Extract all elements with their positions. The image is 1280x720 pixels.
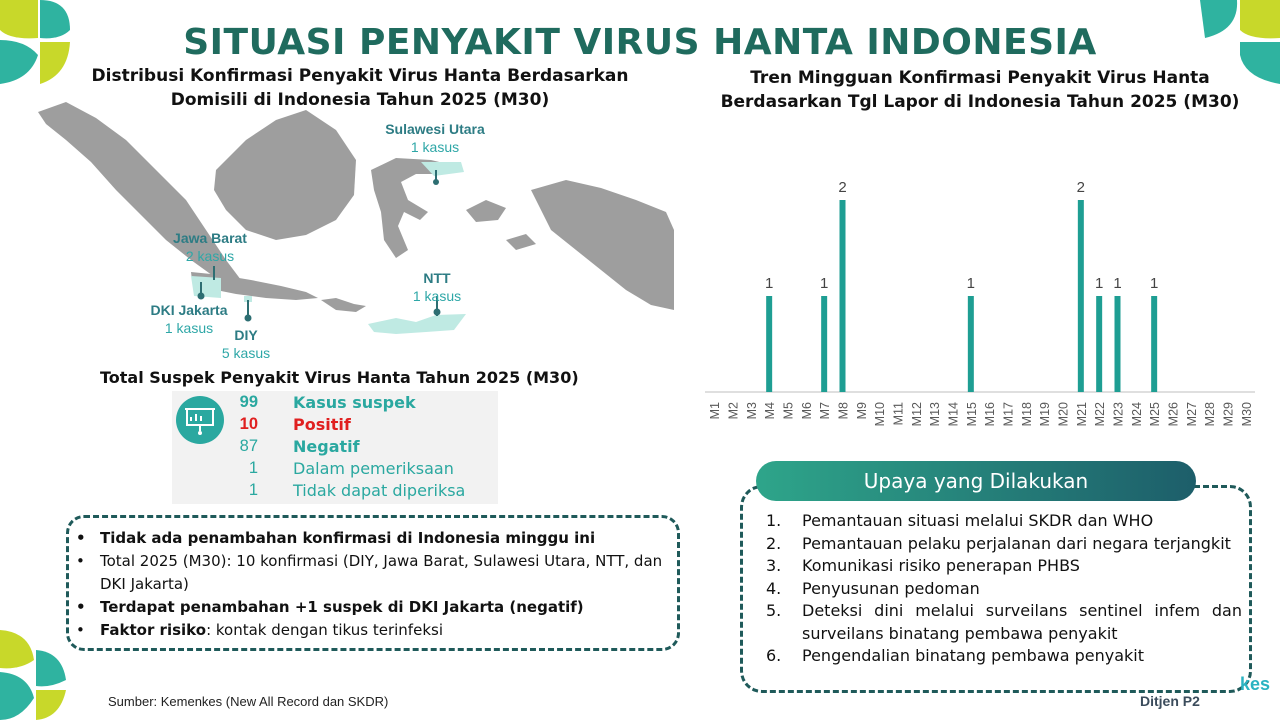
x-tick-label: M22 (1093, 402, 1108, 427)
x-tick-label: M17 (1001, 402, 1016, 427)
key-point-rest: : kontak dengan tikus terinfeksi (206, 621, 443, 639)
upaya-num: 4. (766, 578, 782, 598)
upaya-num: 1. (766, 511, 782, 530)
island-bali-ntb (321, 298, 366, 312)
chart-bar (1078, 200, 1084, 392)
label-sulawesi-utara (375, 120, 495, 156)
suspect-row (172, 393, 498, 415)
suspect-value: 99 (239, 393, 258, 411)
chart-title: Tren Mingguan Konfirmasi Penyakit Virus Hanta Berdasarkan Tgl Lapor di Indonesia Tahun 2025 (M30) (720, 68, 1240, 112)
x-tick-label: M10 (873, 402, 888, 427)
suspect-row (172, 415, 498, 437)
suspect-row (172, 437, 498, 459)
x-tick-label: M18 (1019, 402, 1034, 427)
x-tick-label: M13 (928, 402, 943, 427)
suspect-row (172, 481, 498, 503)
weekly-trend-chart (700, 160, 1260, 440)
label-diy (206, 326, 286, 362)
x-tick-label: M25 (1148, 402, 1163, 427)
x-tick-label: M9 (854, 402, 869, 420)
region-jawa-barat (191, 276, 221, 298)
map-title-line2: Domisili di Indonesia Tahun 2025 (M30) (170, 90, 550, 110)
label-name: Sulawesi Utara (385, 121, 485, 137)
chart-bar (840, 200, 846, 392)
chart-bar (821, 296, 827, 392)
upaya-item (766, 533, 1242, 556)
x-tick-label: M8 (836, 402, 851, 420)
upaya-num: 6. (766, 646, 782, 665)
key-points-list (76, 527, 676, 642)
label-name: DIY (234, 327, 258, 343)
suspect-value: 1 (248, 481, 258, 499)
upaya-num: 3. (766, 556, 782, 575)
label-cases: 1 kasus (164, 320, 214, 336)
x-tick-label: M27 (1184, 402, 1199, 427)
suspect-label: Dalam pemeriksaan (293, 459, 454, 478)
upaya-text: Penyusunan pedoman (802, 578, 980, 598)
x-tick-label: M4 (763, 402, 778, 420)
chart-data-label: 1 (1149, 275, 1159, 292)
upaya-num: 2. (766, 533, 782, 553)
suspect-value: 10 (239, 415, 258, 433)
logo-suffix: kes (1240, 674, 1271, 694)
x-tick-label: M30 (1239, 402, 1254, 427)
upaya-text: Pemantauan situasi melalui SKDR dan WHO (802, 511, 1154, 530)
chart-data-label: 1 (1113, 275, 1122, 292)
x-tick-label: M26 (1166, 402, 1181, 427)
upaya-list (766, 510, 1242, 668)
suspect-value: 87 (239, 437, 258, 455)
upaya-text: Deteksi dini melalui surveilans sentinel infem dan surveilans binatang pembawa penyakit (802, 601, 1242, 643)
label-ntt (396, 269, 478, 305)
upaya-header: Upaya yang Dilakukan (756, 461, 1196, 501)
chart-data-label: 2 (1076, 179, 1086, 196)
x-tick-label: M5 (781, 402, 796, 420)
upaya-text: Pemantauan pelaku perjalanan dari negara terjangkit (802, 533, 1231, 553)
suspect-label: Positif (293, 415, 351, 434)
upaya-item (766, 600, 1242, 645)
x-tick-label: M12 (909, 402, 924, 427)
chart-bar (766, 296, 772, 392)
x-tick-label: M24 (1129, 402, 1144, 427)
key-point: • Terdapat penambahan +1 suspek di DKI Jakarta (negatif) (76, 596, 676, 619)
key-point-bold: Faktor risiko (100, 621, 207, 639)
x-tick-label: M23 (1111, 402, 1126, 427)
island-papua (531, 180, 674, 310)
key-point: • Total 2025 (M30): 10 konfirmasi (DIY, Jawa Barat, Sulawesi Utara, NTT, dan DKI Jakarta) (76, 550, 676, 596)
x-tick-label: M19 (1038, 402, 1053, 427)
x-tick-label: M14 (946, 402, 961, 427)
upaya-num: 5. (766, 601, 782, 620)
indonesia-map (36, 100, 676, 360)
region-ntt (368, 314, 466, 334)
chart-bar (968, 296, 974, 392)
label-name: NTT (423, 270, 451, 286)
x-tick-label: M7 (818, 402, 833, 420)
suspect-label: Negatif (293, 437, 360, 456)
x-tick-label: M6 (799, 402, 814, 420)
chart-bar (1096, 296, 1102, 392)
island-maluku (466, 200, 536, 250)
chart-data-label: 1 (819, 275, 829, 292)
chart-bar (1151, 296, 1157, 392)
upaya-item (766, 645, 1242, 668)
label-cases: 1 kasus (410, 139, 460, 155)
island-kalimantan (214, 110, 356, 240)
label-name: Jawa Barat (173, 230, 247, 246)
suspect-title: Total Suspek Penyakit Virus Hanta Tahun 2025 (M30) (100, 368, 579, 387)
x-tick-label: M15 (964, 402, 979, 427)
page-title: SITUASI PENYAKIT VIRUS HANTA INDONESIA (183, 22, 1097, 63)
suspect-value: 1 (248, 459, 258, 477)
suspect-label: Kasus suspek (293, 393, 416, 412)
upaya-item (766, 578, 1242, 601)
label-jawa-barat (150, 229, 270, 265)
chart-data-label: 1 (764, 275, 774, 292)
key-point (76, 619, 676, 642)
chart-data-label: 1 (966, 275, 976, 292)
x-tick-label: M3 (744, 402, 759, 420)
suspect-row (172, 459, 498, 481)
upaya-text: Komunikasi risiko penerapan PHBS (802, 556, 1080, 575)
key-point: • Tidak ada penambahan konfirmasi di Indonesia minggu ini (76, 527, 676, 550)
upaya-text: Pengendalian binatang pembawa penyakit (802, 646, 1145, 665)
chart-data-label: 1 (1094, 275, 1104, 292)
label-cases: 1 kasus (412, 288, 462, 304)
chart-bar (1115, 296, 1121, 392)
suspect-label: Tidak dapat diperiksa (293, 481, 466, 500)
x-tick-label: M2 (726, 402, 741, 420)
map-title-line1: Distribusi Konfirmasi Penyakit Virus Hanta Berdasarkan (91, 66, 629, 86)
x-tick-label: M1 (708, 402, 723, 420)
upaya-item (766, 510, 1242, 533)
label-cases: 2 kasus (185, 248, 235, 264)
source-note: Sumber: Kemenkes (New All Record dan SKDR) (108, 694, 389, 709)
x-tick-label: M28 (1203, 402, 1218, 427)
label-name: DKI Jakarta (150, 302, 228, 318)
upaya-item (766, 555, 1242, 578)
x-tick-label: M16 (983, 402, 998, 427)
x-tick-label: M20 (1056, 402, 1071, 427)
suspect-summary-box (172, 391, 498, 504)
logo-text: Ditjen P2 (1140, 693, 1200, 709)
chart-data-label: 2 (838, 179, 847, 196)
label-cases: 5 kasus (221, 345, 271, 361)
corner-decoration-bottom-left (0, 630, 70, 720)
x-tick-label: M29 (1221, 402, 1236, 427)
x-tick-label: M21 (1074, 402, 1089, 427)
x-tick-label: M11 (891, 402, 906, 426)
